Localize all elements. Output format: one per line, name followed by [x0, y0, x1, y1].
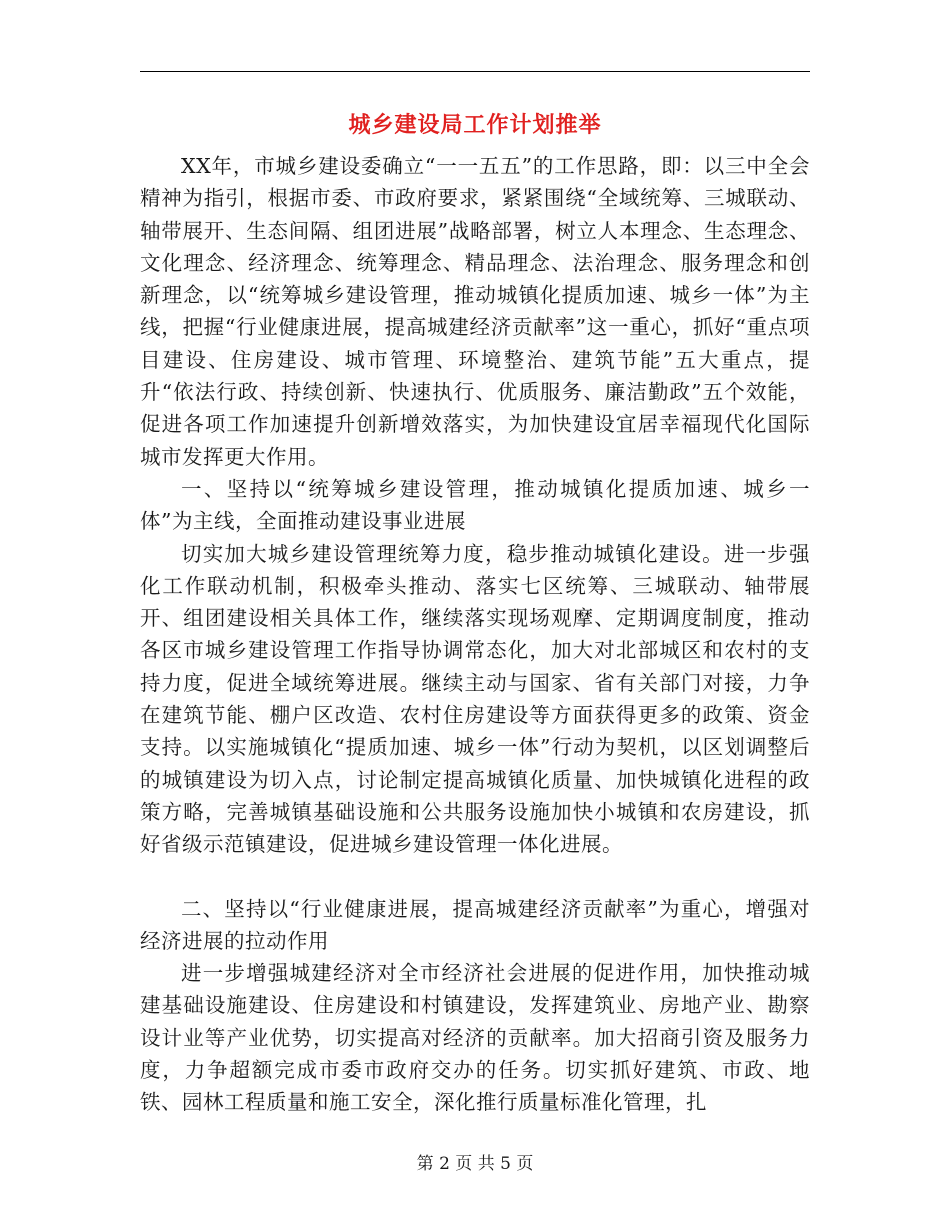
intro-paragraph: XX年，市城乡建设委确立“一一五五”的工作思路，即：以三中全会精神为指引，根据市委、市政府要求，紧紧围绕“全域统筹、三城联动、轴带展开、生态间隔、组团进展”战略部署，树立人本理念、生态理念、文化理念、经济理念、统筹理念、精品理念、法治理念、服务理念和创新理念，以“统筹城乡建设管理，推动城镇化提质加速、城乡一体”为主线，把握“行业健康进展，提高城建经济贡献率”这一重心，抓好“重点项目建设、住房建设、城市管理、环境整治、建筑节能”五大重点，提升“依法行政、持续创新、快速执行、优质服务、廉洁勤政”五个效能，促进各项工作加速提升创新增效落实，为加快建设宜居幸福现代化国际城市发挥更大作用。 [140, 154, 810, 469]
header-rule [140, 71, 810, 72]
document-body [140, 150, 810, 1119]
section-2-paragraph: 进一步增强城建经济对全市经济社会进展的促进作用，加快推动城建基础设施建设、住房建设和村镇建设，发挥建筑业、房地产业、勘察设计业等产业优势，切实提高对经济的贡献率。加大招商引资及服务力度，力争超额完成市委市政府交办的任务。切实抓好建筑、市政、地铁、园林工程质量和施工安全，深化推行质量标准化管理，扎 [140, 961, 810, 1115]
section-1-paragraph: 切实加大城乡建设管理统筹力度，稳步推动城镇化建设。进一步强化工作联动机制，积极牵头推动、落实七区统筹、三城联动、轴带展开、组团建设相关具体工作，继续落实现场观摩、定期调度制度，推动各区市城乡建设管理工作指导协调常态化，加大对北部城区和农村的支持力度，促进全域统筹进展。继续主动与国家、省有关部门对接，力争在建筑节能、棚户区改造、农村住房建设等方面获得更多的政策、资金支持。以实施城镇化“提质加速、城乡一体”行动为契机，以区划调整后的城镇建设为切入点，讨论制定提高城镇化质量、加快城镇化进程的政策方略，完善城镇基础设施和公共服务设施加快小城镇和农房建设，抓好省级示范镇建设，促进城乡建设管理一体化进展。 [140, 541, 810, 857]
document-title: 城乡建设局工作计划推举 [348, 112, 602, 138]
page-footer: 第 2 页 共 5 页 [416, 1154, 534, 1174]
section-heading-2: 二、坚持以“行业健康进展，提高城建经济贡献率”为重心，增强对经济进展的拉动作用 [140, 896, 810, 953]
section-heading-1: 一、坚持以“统筹城乡建设管理，推动城镇化提质加速、城乡一体”为主线，全面推动建设事业进展 [140, 476, 810, 534]
